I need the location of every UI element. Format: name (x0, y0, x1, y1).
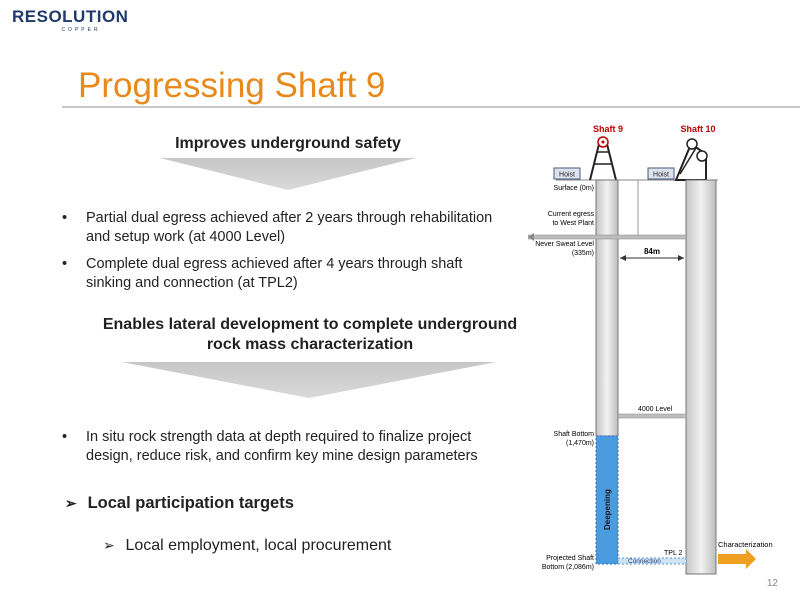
hoist-label: Hoist (559, 171, 575, 179)
arrow-bullet-icon: ➢ (65, 495, 77, 511)
bullet-dot: • (62, 429, 68, 445)
section2-down-arrow (122, 362, 496, 398)
bullet-dot: • (62, 210, 68, 226)
connection-label: Connection (628, 558, 661, 565)
slide-title: Progressing Shaft 9 (78, 66, 386, 105)
shaft10-tube (686, 180, 716, 574)
egress-label-line2: to West Plant (552, 220, 594, 227)
surface-label: Surface (0m) (553, 185, 594, 192)
shaft10-label: Shaft 10 (680, 124, 716, 134)
shaft9-tube (596, 180, 618, 436)
logo-name: RESOLUTION (12, 7, 129, 26)
never-sweat-drift (528, 235, 686, 239)
characterization-arrow-icon (718, 549, 756, 569)
check-item-participation (65, 494, 294, 513)
nsl-label-line1: Never Sweat Level (535, 241, 594, 248)
section1-bullets (60, 209, 500, 301)
characterization-label: Characterization (718, 540, 773, 549)
company-logo (12, 7, 129, 33)
arrow-bullet-icon: ➢ (103, 537, 115, 553)
list-item (60, 428, 520, 466)
nsl-label-line2: (335m) (571, 250, 594, 257)
shaft-bottom-label-line1: Shaft Bottom (553, 431, 594, 438)
bullet-text: Complete dual egress achieved after 4 years through shaft sinking and connection (at TPL2) (86, 256, 463, 291)
shaft-bottom-label-line2: (1,470m) (565, 440, 594, 447)
egress-label-line1: Current egress (547, 211, 594, 218)
title-divider (62, 106, 800, 108)
list-item (60, 209, 500, 247)
shaft9-label: Shaft 9 (592, 124, 624, 134)
tpl2-label: TPL 2 (664, 550, 683, 557)
check-item-employment (103, 537, 391, 555)
shaft-diagram (528, 118, 800, 588)
projected-bottom-label-line1: Projected Shaft (546, 555, 594, 562)
deepening-label: Deepening (603, 489, 612, 530)
logo-sub: COPPER (61, 27, 101, 33)
section2-heading: Enables lateral development to complete underground rock mass characterization (102, 316, 518, 353)
spacing-label: 84m (643, 247, 661, 256)
section2-bullets (60, 428, 520, 474)
check-text: Local employment, local procurement (125, 537, 392, 554)
section1-down-arrow (160, 158, 416, 190)
section1-heading: Improves underground safety (175, 135, 401, 152)
level4000-drift (618, 414, 686, 418)
page-number: 12 (766, 578, 778, 589)
bullet-dot: • (62, 256, 68, 272)
shaft10-headframe-icon (676, 139, 707, 180)
hoist-label: Hoist (653, 171, 669, 179)
projected-bottom-label-line2: Bottom (2,086m) (541, 564, 594, 571)
shaft9-headframe-icon (590, 137, 616, 180)
check-text: Local participation targets (87, 494, 294, 512)
bullet-text: Partial dual egress achieved after 2 years through rehabilitation and setup work (at 4000 Level) (86, 210, 493, 245)
egress-arrow-icon (528, 233, 534, 241)
list-item (60, 255, 500, 293)
level4000-label: 4000 Level (638, 406, 673, 413)
bullet-text: In situ rock strength data at depth required to finalize project design, reduce risk, and confirm key mine design parameters (86, 429, 478, 464)
